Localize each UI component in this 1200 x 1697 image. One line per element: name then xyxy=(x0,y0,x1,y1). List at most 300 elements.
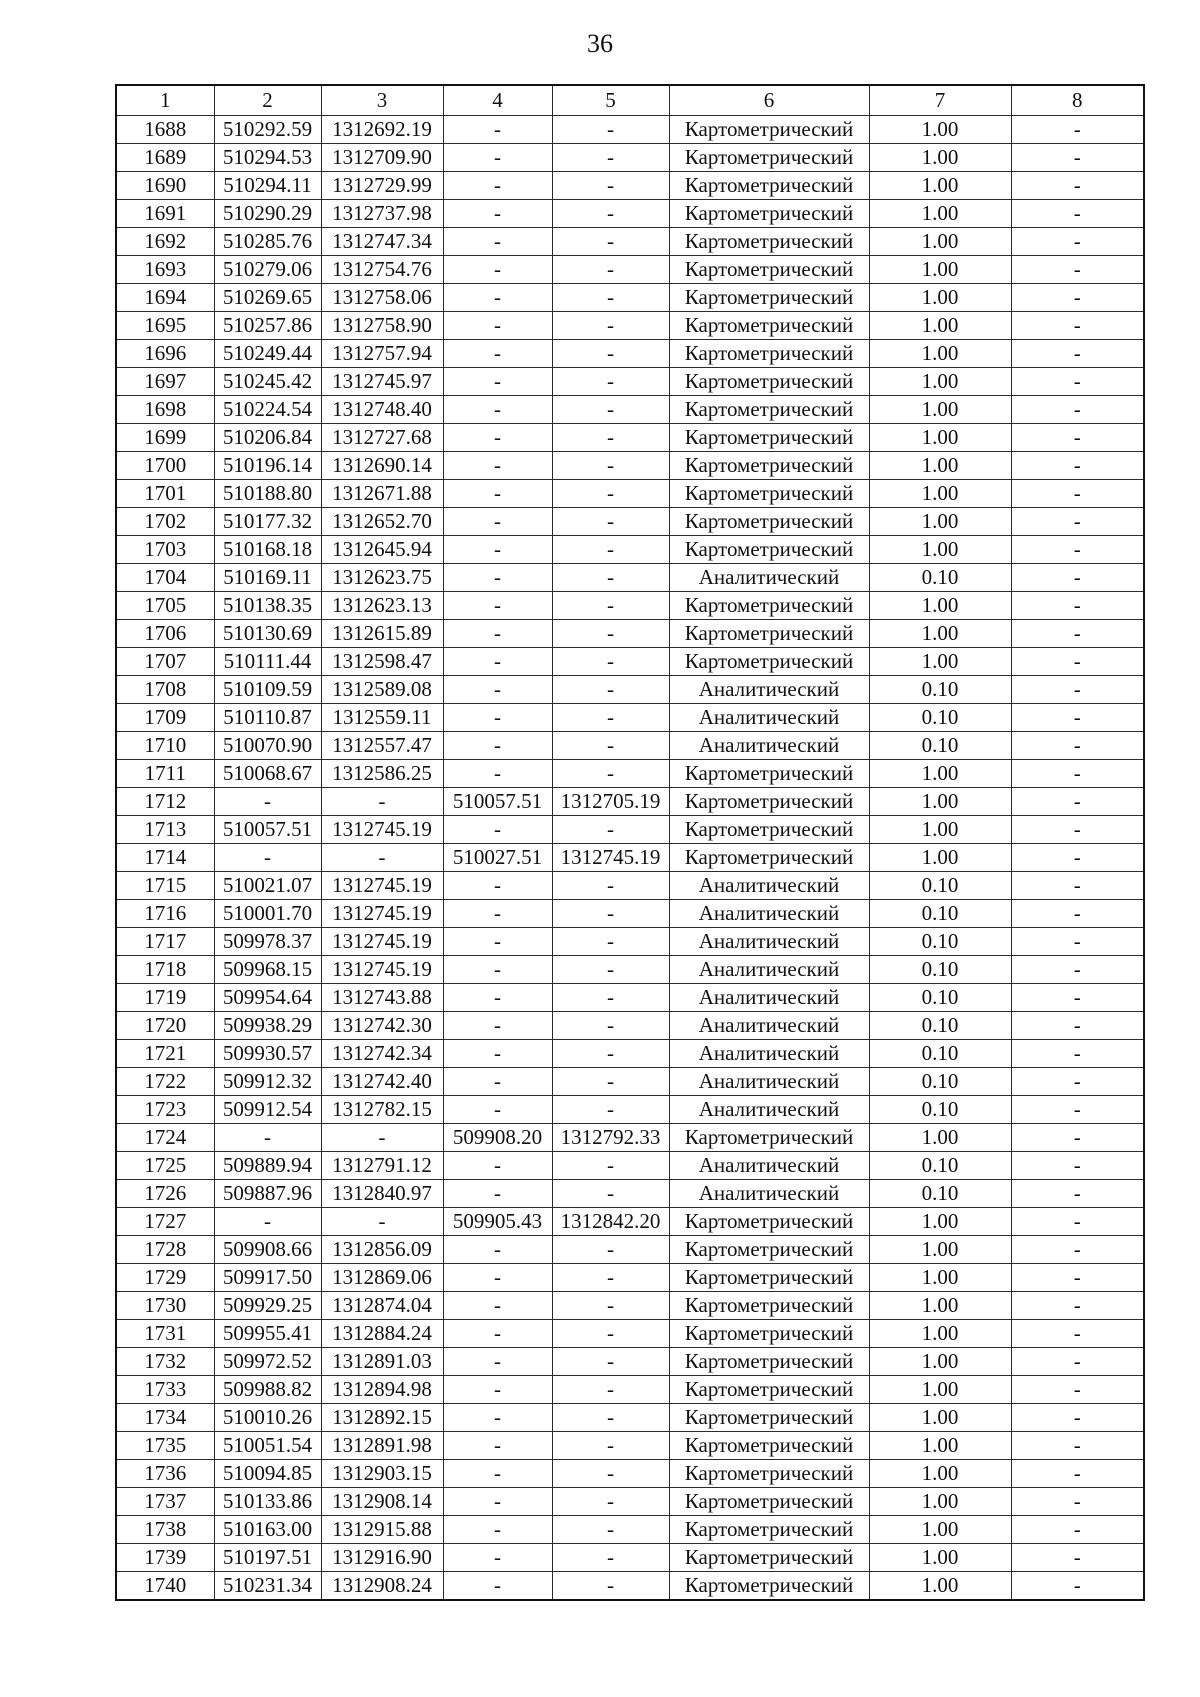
cell-col-7: 0.10 xyxy=(869,872,1011,900)
cell-col-5: - xyxy=(552,480,669,508)
cell-col-4: 510057.51 xyxy=(443,788,552,816)
cell-col-8: - xyxy=(1011,1236,1144,1264)
table-row xyxy=(116,732,1144,760)
table-row xyxy=(116,592,1144,620)
cell-col-3: 1312623.13 xyxy=(321,592,443,620)
cell-col-2: 509988.82 xyxy=(214,1376,321,1404)
table-row xyxy=(116,984,1144,1012)
cell-col-3: 1312915.88 xyxy=(321,1516,443,1544)
cell-col-8: - xyxy=(1011,1040,1144,1068)
cell-col-6: Картометрический xyxy=(669,536,869,564)
cell-col-5: - xyxy=(552,228,669,256)
cell-col-5: - xyxy=(552,424,669,452)
cell-col-7: 0.10 xyxy=(869,676,1011,704)
cell-col-6: Картометрический xyxy=(669,340,869,368)
cell-col-4: - xyxy=(443,1152,552,1180)
cell-col-3: 1312742.40 xyxy=(321,1068,443,1096)
table-row xyxy=(116,1152,1144,1180)
cell-col-8: - xyxy=(1011,200,1144,228)
cell-col-2: 510249.44 xyxy=(214,340,321,368)
cell-col-6: Картометрический xyxy=(669,1544,869,1572)
cell-col-4: - xyxy=(443,284,552,312)
cell-col-7: 1.00 xyxy=(869,1488,1011,1516)
cell-col-7: 1.00 xyxy=(869,648,1011,676)
cell-col-7: 1.00 xyxy=(869,1264,1011,1292)
cell-col-8: - xyxy=(1011,1320,1144,1348)
cell-col-8: - xyxy=(1011,424,1144,452)
header-col-2: 2 xyxy=(214,85,321,116)
table-row xyxy=(116,816,1144,844)
cell-col-7: 1.00 xyxy=(869,1572,1011,1601)
cell-col-1: 1709 xyxy=(116,704,214,732)
cell-col-4: - xyxy=(443,172,552,200)
cell-col-7: 1.00 xyxy=(869,116,1011,144)
cell-col-7: 1.00 xyxy=(869,228,1011,256)
cell-col-6: Картометрический xyxy=(669,788,869,816)
header-col-7: 7 xyxy=(869,85,1011,116)
table-row xyxy=(116,116,1144,144)
table-header xyxy=(116,85,1144,116)
cell-col-4: - xyxy=(443,200,552,228)
cell-col-8: - xyxy=(1011,1208,1144,1236)
cell-col-2: 510021.07 xyxy=(214,872,321,900)
cell-col-1: 1721 xyxy=(116,1040,214,1068)
cell-col-6: Аналитический xyxy=(669,984,869,1012)
cell-col-3: 1312559.11 xyxy=(321,704,443,732)
cell-col-6: Картометрический xyxy=(669,1376,869,1404)
cell-col-6: Картометрический xyxy=(669,172,869,200)
table-row xyxy=(116,480,1144,508)
cell-col-3: 1312840.97 xyxy=(321,1180,443,1208)
cell-col-6: Картометрический xyxy=(669,844,869,872)
cell-col-8: - xyxy=(1011,396,1144,424)
cell-col-4: - xyxy=(443,900,552,928)
cell-col-1: 1728 xyxy=(116,1236,214,1264)
cell-col-5: - xyxy=(552,872,669,900)
table-row xyxy=(116,368,1144,396)
cell-col-5: - xyxy=(552,144,669,172)
cell-col-5: - xyxy=(552,396,669,424)
cell-col-3: 1312589.08 xyxy=(321,676,443,704)
table-row xyxy=(116,452,1144,480)
cell-col-8: - xyxy=(1011,928,1144,956)
table-row xyxy=(116,620,1144,648)
cell-col-1: 1717 xyxy=(116,928,214,956)
cell-col-8: - xyxy=(1011,1404,1144,1432)
table-row xyxy=(116,872,1144,900)
cell-col-4: - xyxy=(443,144,552,172)
cell-col-3: 1312748.40 xyxy=(321,396,443,424)
cell-col-3: 1312645.94 xyxy=(321,536,443,564)
cell-col-1: 1737 xyxy=(116,1488,214,1516)
cell-col-6: Картометрический xyxy=(669,480,869,508)
header-row xyxy=(116,85,1144,116)
cell-col-5: - xyxy=(552,172,669,200)
cell-col-6: Картометрический xyxy=(669,1572,869,1601)
cell-col-5: - xyxy=(552,1068,669,1096)
cell-col-8: - xyxy=(1011,1432,1144,1460)
cell-col-4: - xyxy=(443,760,552,788)
cell-col-3: - xyxy=(321,788,443,816)
cell-col-4: - xyxy=(443,536,552,564)
table-row xyxy=(116,1544,1144,1572)
cell-col-5: - xyxy=(552,648,669,676)
cell-col-3: 1312690.14 xyxy=(321,452,443,480)
cell-col-3: 1312747.34 xyxy=(321,228,443,256)
table-row xyxy=(116,1516,1144,1544)
cell-col-7: 0.10 xyxy=(869,956,1011,984)
cell-col-1: 1698 xyxy=(116,396,214,424)
cell-col-6: Картометрический xyxy=(669,116,869,144)
cell-col-1: 1715 xyxy=(116,872,214,900)
cell-col-5: - xyxy=(552,256,669,284)
cell-col-8: - xyxy=(1011,620,1144,648)
cell-col-7: 0.10 xyxy=(869,704,1011,732)
cell-col-2: 510206.84 xyxy=(214,424,321,452)
cell-col-4: - xyxy=(443,1488,552,1516)
cell-col-4: - xyxy=(443,956,552,984)
cell-col-4: - xyxy=(443,1516,552,1544)
cell-col-1: 1693 xyxy=(116,256,214,284)
cell-col-8: - xyxy=(1011,956,1144,984)
cell-col-8: - xyxy=(1011,1124,1144,1152)
cell-col-2: 509978.37 xyxy=(214,928,321,956)
table-row xyxy=(116,1572,1144,1601)
cell-col-6: Аналитический xyxy=(669,1180,869,1208)
table-row xyxy=(116,1180,1144,1208)
cell-col-3: 1312903.15 xyxy=(321,1460,443,1488)
table-row xyxy=(116,760,1144,788)
cell-col-5: - xyxy=(552,592,669,620)
cell-col-6: Картометрический xyxy=(669,1236,869,1264)
cell-col-6: Картометрический xyxy=(669,1320,869,1348)
cell-col-8: - xyxy=(1011,564,1144,592)
cell-col-1: 1706 xyxy=(116,620,214,648)
cell-col-3: 1312754.76 xyxy=(321,256,443,284)
cell-col-8: - xyxy=(1011,452,1144,480)
cell-col-7: 1.00 xyxy=(869,816,1011,844)
cell-col-2: - xyxy=(214,844,321,872)
cell-col-4: - xyxy=(443,228,552,256)
cell-col-3: 1312745.19 xyxy=(321,900,443,928)
cell-col-5: - xyxy=(552,928,669,956)
cell-col-5: - xyxy=(552,368,669,396)
cell-col-2: 509887.96 xyxy=(214,1180,321,1208)
cell-col-5: - xyxy=(552,1180,669,1208)
cell-col-2: 510285.76 xyxy=(214,228,321,256)
cell-col-1: 1729 xyxy=(116,1264,214,1292)
cell-col-5: - xyxy=(552,1404,669,1432)
table-row xyxy=(116,956,1144,984)
cell-col-2: 509930.57 xyxy=(214,1040,321,1068)
cell-col-8: - xyxy=(1011,1460,1144,1488)
table-row xyxy=(116,1012,1144,1040)
cell-col-3: 1312908.24 xyxy=(321,1572,443,1601)
cell-col-6: Картометрический xyxy=(669,424,869,452)
header-col-4: 4 xyxy=(443,85,552,116)
cell-col-5: - xyxy=(552,508,669,536)
cell-col-6: Картометрический xyxy=(669,620,869,648)
table-row xyxy=(116,536,1144,564)
cell-col-6: Картометрический xyxy=(669,1292,869,1320)
cell-col-2: 510109.59 xyxy=(214,676,321,704)
cell-col-1: 1703 xyxy=(116,536,214,564)
cell-col-4: - xyxy=(443,676,552,704)
cell-col-8: - xyxy=(1011,536,1144,564)
cell-col-5: - xyxy=(552,1488,669,1516)
cell-col-5: - xyxy=(552,760,669,788)
cell-col-7: 1.00 xyxy=(869,1320,1011,1348)
table-row xyxy=(116,284,1144,312)
cell-col-7: 0.10 xyxy=(869,900,1011,928)
cell-col-2: 509972.52 xyxy=(214,1348,321,1376)
cell-col-5: - xyxy=(552,1236,669,1264)
cell-col-8: - xyxy=(1011,116,1144,144)
cell-col-3: 1312892.15 xyxy=(321,1404,443,1432)
cell-col-5: - xyxy=(552,676,669,704)
cell-col-7: 0.10 xyxy=(869,1068,1011,1096)
cell-col-2: 509954.64 xyxy=(214,984,321,1012)
cell-col-1: 1700 xyxy=(116,452,214,480)
table-row xyxy=(116,340,1144,368)
table-row xyxy=(116,1348,1144,1376)
cell-col-3: 1312709.90 xyxy=(321,144,443,172)
cell-col-3: 1312908.14 xyxy=(321,1488,443,1516)
cell-col-2: 510051.54 xyxy=(214,1432,321,1460)
cell-col-4: - xyxy=(443,872,552,900)
cell-col-7: 1.00 xyxy=(869,396,1011,424)
table-row xyxy=(116,648,1144,676)
cell-col-3: 1312729.99 xyxy=(321,172,443,200)
table-row xyxy=(116,1460,1144,1488)
cell-col-2: 509955.41 xyxy=(214,1320,321,1348)
cell-col-2: 509938.29 xyxy=(214,1012,321,1040)
cell-col-1: 1714 xyxy=(116,844,214,872)
cell-col-1: 1720 xyxy=(116,1012,214,1040)
cell-col-4: - xyxy=(443,1180,552,1208)
cell-col-3: - xyxy=(321,844,443,872)
cell-col-7: 0.10 xyxy=(869,1096,1011,1124)
cell-col-6: Аналитический xyxy=(669,704,869,732)
cell-col-7: 1.00 xyxy=(869,508,1011,536)
cell-col-5: - xyxy=(552,1348,669,1376)
cell-col-7: 0.10 xyxy=(869,1012,1011,1040)
cell-col-7: 0.10 xyxy=(869,1040,1011,1068)
cell-col-8: - xyxy=(1011,256,1144,284)
cell-col-8: - xyxy=(1011,1376,1144,1404)
cell-col-6: Картометрический xyxy=(669,816,869,844)
cell-col-8: - xyxy=(1011,368,1144,396)
cell-col-8: - xyxy=(1011,816,1144,844)
cell-col-3: 1312891.98 xyxy=(321,1432,443,1460)
cell-col-5: - xyxy=(552,200,669,228)
table-row xyxy=(116,312,1144,340)
cell-col-1: 1689 xyxy=(116,144,214,172)
cell-col-8: - xyxy=(1011,1012,1144,1040)
cell-col-3: 1312916.90 xyxy=(321,1544,443,1572)
cell-col-3: 1312884.24 xyxy=(321,1320,443,1348)
cell-col-3: 1312692.19 xyxy=(321,116,443,144)
cell-col-7: 1.00 xyxy=(869,1404,1011,1432)
table-body xyxy=(116,116,1144,1601)
cell-col-6: Картометрический xyxy=(669,1516,869,1544)
cell-col-3: 1312745.19 xyxy=(321,956,443,984)
cell-col-5: - xyxy=(552,1460,669,1488)
table-row xyxy=(116,1096,1144,1124)
cell-col-1: 1718 xyxy=(116,956,214,984)
table-row xyxy=(116,900,1144,928)
cell-col-3: 1312737.98 xyxy=(321,200,443,228)
cell-col-8: - xyxy=(1011,1544,1144,1572)
cell-col-3: 1312757.94 xyxy=(321,340,443,368)
cell-col-6: Картометрический xyxy=(669,1264,869,1292)
cell-col-6: Аналитический xyxy=(669,1096,869,1124)
header-col-1: 1 xyxy=(116,85,214,116)
cell-col-5: - xyxy=(552,1572,669,1601)
cell-col-3: 1312791.12 xyxy=(321,1152,443,1180)
cell-col-4: - xyxy=(443,1236,552,1264)
cell-col-4: - xyxy=(443,424,552,452)
cell-col-2: 510196.14 xyxy=(214,452,321,480)
cell-col-4: - xyxy=(443,1040,552,1068)
table-row xyxy=(116,228,1144,256)
cell-col-5: - xyxy=(552,452,669,480)
cell-col-8: - xyxy=(1011,1068,1144,1096)
cell-col-8: - xyxy=(1011,1180,1144,1208)
cell-col-6: Картометрический xyxy=(669,760,869,788)
cell-col-4: - xyxy=(443,1348,552,1376)
cell-col-3: 1312745.19 xyxy=(321,816,443,844)
cell-col-8: - xyxy=(1011,788,1144,816)
cell-col-5: 1312842.20 xyxy=(552,1208,669,1236)
table-row xyxy=(116,1376,1144,1404)
cell-col-6: Аналитический xyxy=(669,1040,869,1068)
cell-col-6: Аналитический xyxy=(669,900,869,928)
cell-col-8: - xyxy=(1011,760,1144,788)
cell-col-4: 509905.43 xyxy=(443,1208,552,1236)
cell-col-2: 510163.00 xyxy=(214,1516,321,1544)
cell-col-2: 509968.15 xyxy=(214,956,321,984)
cell-col-4: - xyxy=(443,340,552,368)
table-row xyxy=(116,704,1144,732)
cell-col-4: - xyxy=(443,1460,552,1488)
cell-col-5: - xyxy=(552,1516,669,1544)
cell-col-6: Картометрический xyxy=(669,1460,869,1488)
cell-col-5: - xyxy=(552,1264,669,1292)
cell-col-6: Картометрический xyxy=(669,144,869,172)
cell-col-5: - xyxy=(552,284,669,312)
cell-col-5: - xyxy=(552,1040,669,1068)
cell-col-6: Аналитический xyxy=(669,564,869,592)
table-row xyxy=(116,144,1144,172)
cell-col-7: 1.00 xyxy=(869,1544,1011,1572)
cell-col-5: - xyxy=(552,1376,669,1404)
cell-col-3: 1312856.09 xyxy=(321,1236,443,1264)
cell-col-2: 509908.66 xyxy=(214,1236,321,1264)
cell-col-6: Аналитический xyxy=(669,872,869,900)
cell-col-2: 510294.53 xyxy=(214,144,321,172)
table-row xyxy=(116,564,1144,592)
cell-col-6: Картометрический xyxy=(669,1432,869,1460)
cell-col-3: 1312745.19 xyxy=(321,872,443,900)
cell-col-7: 1.00 xyxy=(869,1208,1011,1236)
cell-col-5: - xyxy=(552,732,669,760)
cell-col-8: - xyxy=(1011,676,1144,704)
cell-col-4: - xyxy=(443,1292,552,1320)
cell-col-6: Аналитический xyxy=(669,732,869,760)
cell-col-2: 510224.54 xyxy=(214,396,321,424)
cell-col-3: 1312615.89 xyxy=(321,620,443,648)
cell-col-3: 1312727.68 xyxy=(321,424,443,452)
cell-col-7: 1.00 xyxy=(869,480,1011,508)
cell-col-3: 1312671.88 xyxy=(321,480,443,508)
cell-col-8: - xyxy=(1011,872,1144,900)
table-row xyxy=(116,844,1144,872)
cell-col-1: 1695 xyxy=(116,312,214,340)
cell-col-6: Аналитический xyxy=(669,1068,869,1096)
cell-col-7: 0.10 xyxy=(869,1152,1011,1180)
cell-col-5: - xyxy=(552,984,669,1012)
cell-col-6: Картометрический xyxy=(669,1404,869,1432)
cell-col-6: Картометрический xyxy=(669,1208,869,1236)
cell-col-8: - xyxy=(1011,144,1144,172)
cell-col-4: - xyxy=(443,480,552,508)
cell-col-6: Картометрический xyxy=(669,312,869,340)
cell-col-2: 510068.67 xyxy=(214,760,321,788)
cell-col-2: 510279.06 xyxy=(214,256,321,284)
cell-col-3: 1312758.90 xyxy=(321,312,443,340)
cell-col-3: 1312758.06 xyxy=(321,284,443,312)
cell-col-1: 1694 xyxy=(116,284,214,312)
table-row xyxy=(116,1208,1144,1236)
cell-col-4: - xyxy=(443,312,552,340)
cell-col-1: 1726 xyxy=(116,1180,214,1208)
cell-col-6: Картометрический xyxy=(669,1488,869,1516)
cell-col-4: - xyxy=(443,508,552,536)
cell-col-5: - xyxy=(552,536,669,564)
cell-col-4: - xyxy=(443,396,552,424)
cell-col-8: - xyxy=(1011,1264,1144,1292)
cell-col-5: - xyxy=(552,1544,669,1572)
cell-col-1: 1688 xyxy=(116,116,214,144)
cell-col-3: 1312557.47 xyxy=(321,732,443,760)
cell-col-8: - xyxy=(1011,704,1144,732)
cell-col-7: 1.00 xyxy=(869,1292,1011,1320)
cell-col-2: 509912.54 xyxy=(214,1096,321,1124)
cell-col-5: - xyxy=(552,564,669,592)
cell-col-1: 1701 xyxy=(116,480,214,508)
cell-col-7: 1.00 xyxy=(869,144,1011,172)
cell-col-4: - xyxy=(443,1096,552,1124)
cell-col-2: 510197.51 xyxy=(214,1544,321,1572)
cell-col-8: - xyxy=(1011,900,1144,928)
table-row xyxy=(116,1264,1144,1292)
header-col-3: 3 xyxy=(321,85,443,116)
header-col-8: 8 xyxy=(1011,85,1144,116)
cell-col-3: 1312891.03 xyxy=(321,1348,443,1376)
cell-col-7: 1.00 xyxy=(869,1516,1011,1544)
cell-col-3: 1312869.06 xyxy=(321,1264,443,1292)
cell-col-7: 1.00 xyxy=(869,368,1011,396)
cell-col-1: 1710 xyxy=(116,732,214,760)
cell-col-7: 1.00 xyxy=(869,172,1011,200)
coordinates-table xyxy=(115,84,1145,1601)
cell-col-4: - xyxy=(443,1572,552,1601)
cell-col-7: 1.00 xyxy=(869,592,1011,620)
cell-col-8: - xyxy=(1011,508,1144,536)
cell-col-6: Картометрический xyxy=(669,256,869,284)
cell-col-2: - xyxy=(214,1208,321,1236)
